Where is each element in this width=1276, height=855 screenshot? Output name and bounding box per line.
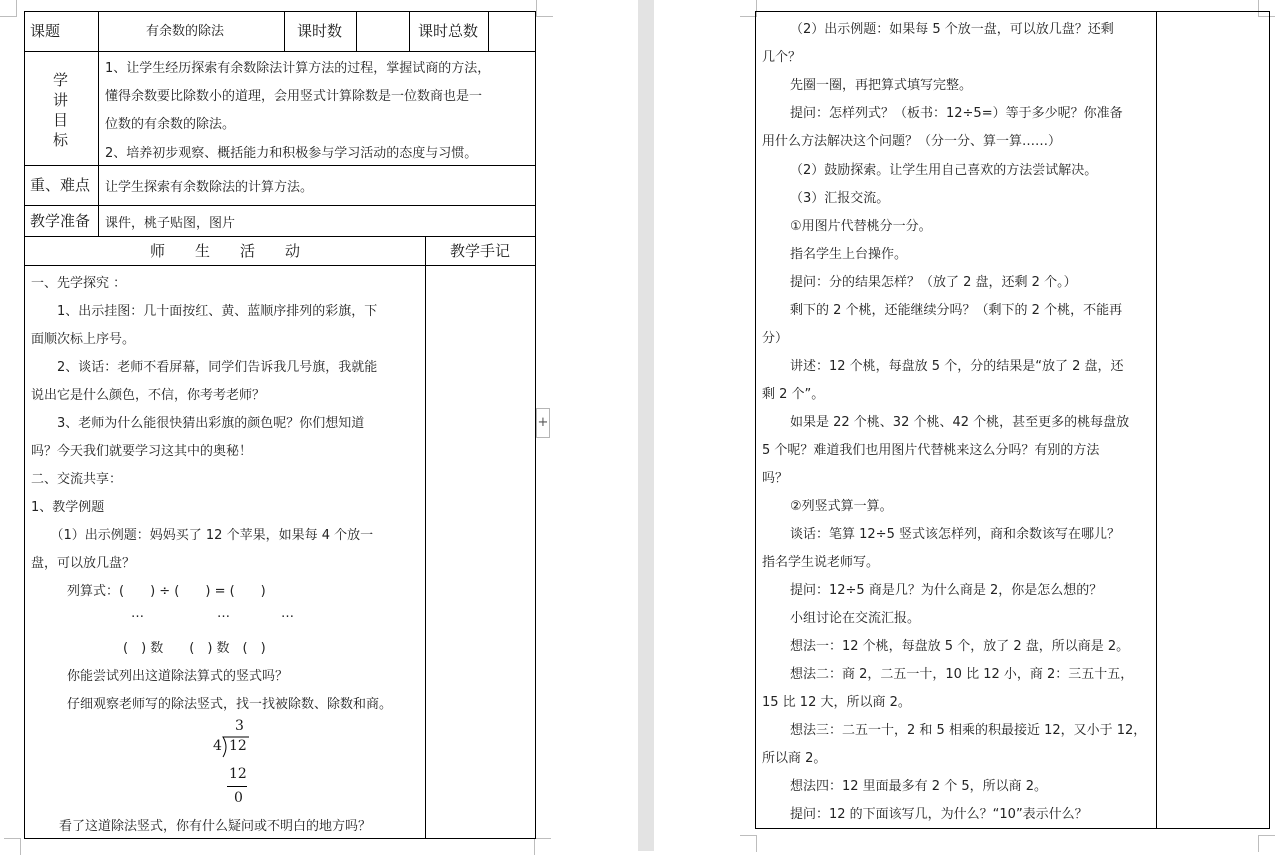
crop-mark: [1258, 835, 1275, 852]
quotient: 3: [235, 718, 244, 734]
crop-mark: [740, 835, 757, 852]
names-line: ( ) 数 ( ) 数 ( ): [123, 641, 266, 656]
remainder: 0: [234, 790, 243, 806]
title-value: 有余数的除法: [146, 24, 225, 39]
prep-label: 教学准备: [30, 212, 91, 230]
lesson-plan-table-left: 课题 有余数的除法 课时数 课时总数 学 讲 目 标 1、让学生经历探索有余数除法计算方法的过程，掌握试商的方法， 懂得余数要比除数小的道理，会用竖式计算除数是一位数商也是一 位数的有余数的除法。 2、培养初步观察、概括能力和积极参与学习活动的态度与习惯。 重、难点 让学生探索有余数除法的计算方法。 教学准备 课件，桃子贴图，图片 师 生 活 动 教学手记 一、先学探究 ： 1、出示挂图：几十面按红、黄、蓝顺序排列的彩旗，下 面顺次标上序号。 2、谈话：老师不看屏幕，同学们告诉我几号旗，我就能 说出它是什么颜色，不信，你考考老师？ 3、老师为什么能很快猜出彩旗的颜色呢？你们想知道 吗？今天我们就要学习这其中的奥秘！ 二、交流共享： 1、教学例题 （1）出示例题：妈妈买了 12 个苹果，如果每 4 个放一 盘，可以放几盘？ 列算式：( ) ÷ ( ) = ( ) … … … ( ) 数 ( ) 数 ( ) 你能尝试列出这道除法算式的竖式吗？ 仔细观察老师写的除法竖式，找一找被除数、除数和商。 看了这道除法竖式，你有什么疑问或不明白的地方吗？ 3 4 12 12 0: [24, 11, 536, 839]
total-hours-label: 课时总数: [418, 22, 479, 40]
notes-header: 教学手记: [450, 242, 511, 260]
crop-mark: [0, 0, 17, 17]
hours-label: 课时数: [297, 22, 343, 40]
crop-mark: [4, 838, 21, 855]
title-label: 课题: [30, 22, 61, 40]
formula-line: 列算式：( ) ÷ ( ) = ( ): [67, 584, 266, 599]
dots: …: [217, 606, 230, 621]
dots: …: [131, 606, 144, 621]
page-gutter: [638, 0, 654, 851]
question-1: 你能尝试列出这道除法算式的竖式吗？: [67, 669, 289, 684]
key-points-label: 重、难点: [30, 176, 91, 194]
division-underline: [227, 786, 247, 787]
product: 12: [229, 766, 247, 782]
divisor: 4: [213, 738, 222, 754]
lesson-plan-table-right: （2）出示例题：如果每 5 个放一盘，可以放几盘？还剩 几个？ 先圈一圈，再把算式填写完整。 提问：怎样列式？（板书：12÷5=）等于多少呢？你准备 用什么方法解决这个问题？（分一分、算一算……） （2）鼓励探索。让学生用自己喜欢的方法尝试解决。 （3）汇报交流。 ①用图片代替桃分一分。 指名学生上台操作。 提问：分的结果怎样？（放了 2 盘，还剩 2 个。） 剩下的 2 个桃，还能继续分吗？（剩下的 2 个桃，不能再 分） 讲述：12 个桃，每盘放 5 个，分的结果是“放了 2 盘，还 剩 2 个”。 如果是 22 个桃、32 个桃、42 个桃，甚至更多的桃每盘放 5 个呢？难道我们也用图片代替桃来这么分吗？有别的方法 吗？ ②列竖式算一算。 谈话：笔算 12÷5 竖式该怎样列，商和余数该写在哪儿？ 指名学生说老师写。 提问：12÷5 商是几？为什么商是 2，你是怎么想的？ 小组讨论在交流汇报。 想法一：12 个桃，每盘放 5 个，放了 2 盘，所以商是 2。 想法二：商 2，二五一十，10 比 12 小，商 2：三五十五， 15 比 12 大，所以商 2。 想法三：二五一十，2 和 5 相乘的积最接近 12，又小于 12， 所以商 2。 想法四：12 里面最多有 2 个 5，所以商 2。 提问：12 的下面该写几，为什么？“10”表示什么？: [755, 11, 1270, 829]
expand-button[interactable]: +: [536, 408, 550, 438]
question-3: 看了这道除法竖式，你有什么疑问或不明白的地方吗？: [59, 819, 372, 834]
question-2: 仔细观察老师写的除法竖式，找一找被除数、除数和商。: [67, 697, 393, 712]
goals-label: 学 讲 目 标: [53, 71, 69, 149]
activity-header: 师 生 活 动: [150, 242, 301, 260]
crop-mark: [536, 0, 553, 17]
crop-mark: [534, 838, 551, 855]
dots: …: [281, 606, 294, 621]
dividend: 12: [229, 738, 247, 754]
